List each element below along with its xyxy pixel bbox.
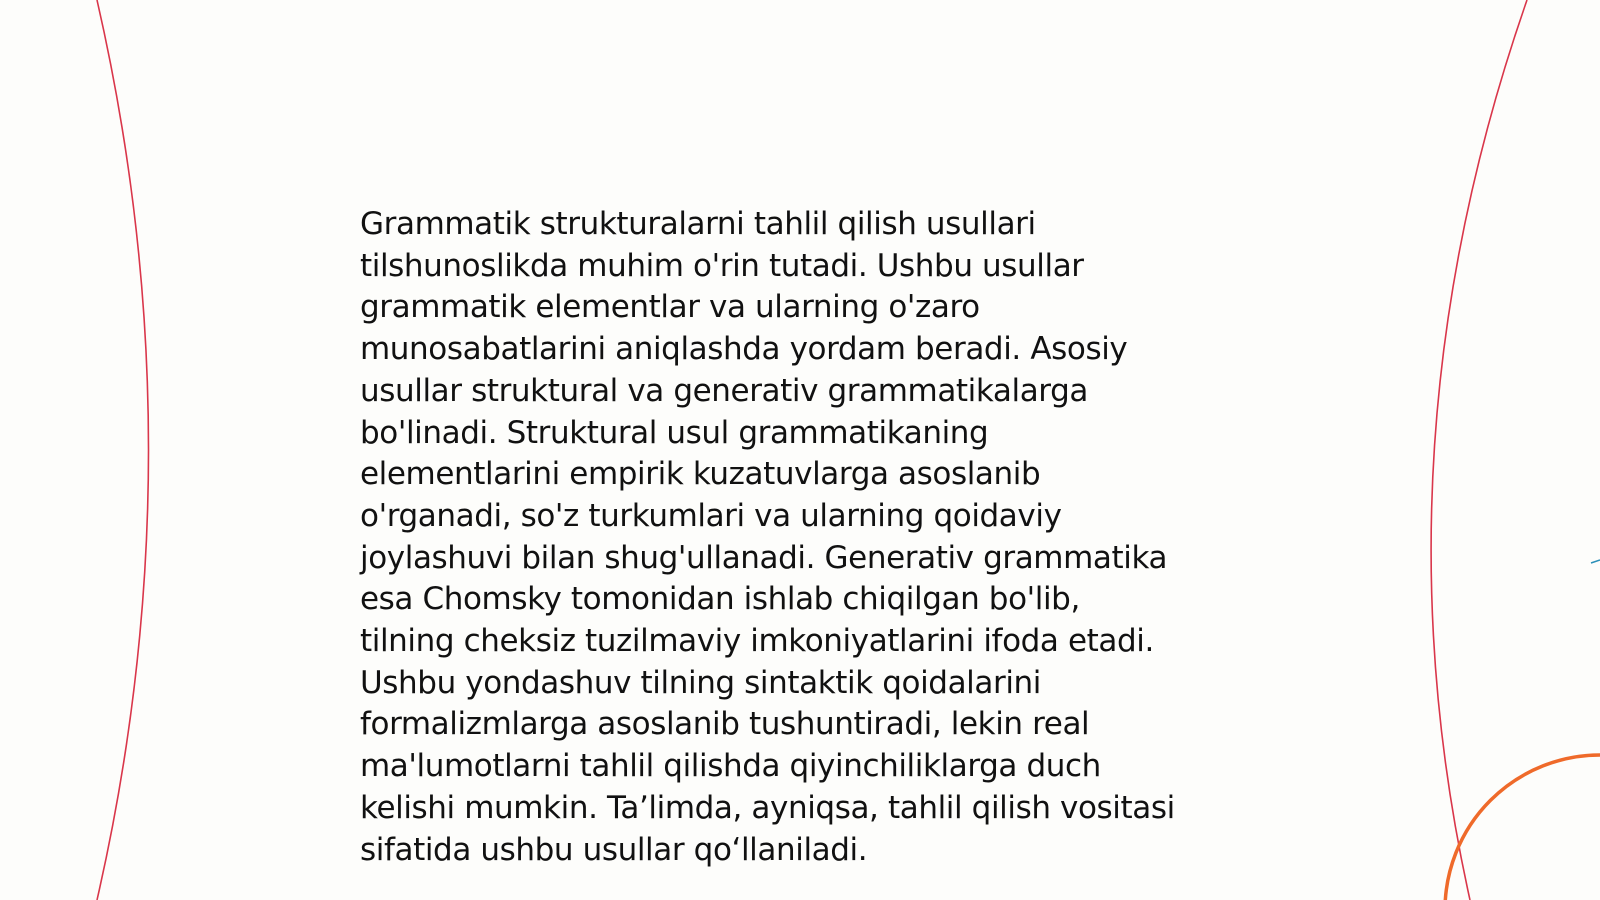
teal-accent-mark <box>1591 560 1600 563</box>
body-paragraph: Grammatik strukturalarni tahlil qilish usullari tilshunoslikda muhim o'rin tutadi. Ushbu usullar grammatik elementlar va ularning o'zaro munosabatlarini aniqlashda yordam beradi. Asosiy usullar struktural va generativ grammatikalarga bo'linadi. Struktural usul grammatikaning elementlarini empirik kuzatuvlarga asoslanib o'rganadi, so'z turkumlari va ularning qoidaviy joylashuvi bilan shug'ullanadi. Generativ grammatika esa Chomsky tomonidan ishlab chiqilgan bo'lib, tilning cheksiz tuzilmaviy imkoniyatlarini ifoda etadi. Ushbu yondashuv tilning sintaktik qoidalarini formalizmlarga asoslanib tushuntiradi, lekin real ma'lumotlarni tahlil qilishda qiyinchiliklarga duch kelishi mumkin. Ta’limda, ayniqsa, tahlil qilish vositasi sifatida ushbu usullar qo‘llaniladi. <box>360 206 1175 868</box>
left-curve-line <box>97 0 149 900</box>
orange-arc <box>1445 755 1600 900</box>
right-curve-line <box>1431 0 1527 900</box>
